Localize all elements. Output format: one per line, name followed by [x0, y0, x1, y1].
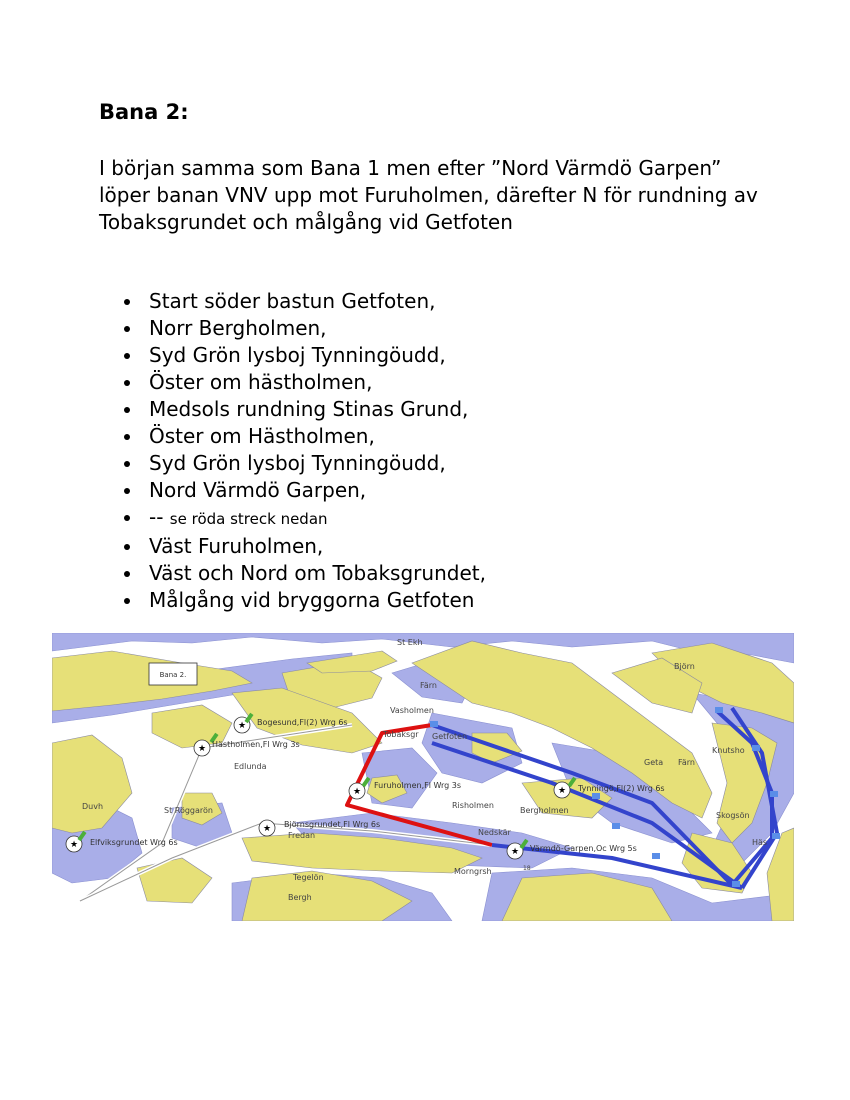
bullet-icon — [124, 326, 130, 332]
place-label: St Ekh — [397, 638, 423, 647]
route-item — [122, 423, 486, 450]
place-label: Fredan — [288, 831, 316, 840]
place-label: Bergholmen — [520, 806, 569, 815]
place-label: Nedskär — [478, 828, 511, 837]
place-label: Tobaksgr — [383, 730, 419, 739]
route-item-text: Start söder bastun Getfoten, — [149, 289, 436, 313]
place-label: Tegelön — [293, 873, 324, 882]
place-label: Geta — [644, 758, 664, 767]
route-item — [122, 369, 486, 396]
bullet-icon — [124, 488, 130, 494]
place-label: Knutsho — [712, 746, 745, 755]
place-label: Bogesund,Fl(2) Wrg 6s — [257, 718, 348, 727]
depth-label: 18 — [523, 865, 531, 872]
place-label: Vasholmen — [390, 706, 434, 715]
map-svg — [52, 633, 794, 921]
svg-text:★: ★ — [197, 744, 207, 754]
place-label: Getfoten — [432, 732, 468, 741]
route-item-text: -- — [149, 505, 170, 529]
route-item-text: Väst Furuholmen, — [149, 534, 324, 558]
route-item — [122, 587, 486, 614]
buoy-icon — [259, 820, 275, 836]
svg-text:★: ★ — [557, 786, 567, 796]
bullet-icon — [124, 544, 130, 550]
bullet-icon — [124, 461, 130, 467]
page-heading: Bana 2: — [99, 100, 189, 124]
place-label: Skogsön — [716, 811, 750, 820]
place-label: Furuholmen,Fl Wrg 3s — [374, 781, 462, 790]
place-label: Färn — [678, 758, 695, 767]
course-map — [52, 633, 794, 921]
place-label: Duvh — [82, 802, 104, 811]
route-item-text: Målgång vid bryggorna Getfoten — [149, 588, 475, 612]
place-label: Björnsgrundet,Fl Wrg 6s — [284, 820, 381, 829]
place-label: Risholmen — [452, 801, 494, 810]
svg-text:★: ★ — [510, 847, 520, 857]
place-label: Björn — [674, 662, 695, 671]
route-item-text: Syd Grön lysboj Tynningöudd, — [149, 343, 446, 367]
route-list — [122, 288, 486, 614]
route-item-text: Medsols rundning Stinas Grund, — [149, 397, 469, 421]
map-label-box-text: Bana 2. — [159, 671, 187, 679]
route-item — [122, 315, 486, 342]
buoy-icon — [194, 740, 210, 756]
route-item — [122, 396, 486, 423]
intro-paragraph: I början samma som Bana 1 men efter ”Nord Värmdö Garpen” löper banan VNV upp mot Furuholmen, därefter N för rundning av Tobaksgrundet och målgång vid Getfoten — [99, 156, 758, 234]
bullet-icon — [124, 407, 130, 413]
bullet-icon — [124, 598, 130, 604]
route-item-note: se röda streck nedan — [169, 510, 328, 528]
route-item-text: Väst och Nord om Tobaksgrundet, — [149, 561, 486, 585]
bullet-icon — [124, 380, 130, 386]
svg-text:★: ★ — [352, 787, 362, 797]
route-item-text: Öster om hästholmen, — [149, 370, 373, 394]
route-item — [122, 533, 486, 560]
svg-text:★: ★ — [69, 840, 79, 850]
route-item-text: Nord Värmdö Garpen, — [149, 478, 367, 502]
bullet-icon — [124, 434, 130, 440]
route-item — [122, 450, 486, 477]
route-item — [122, 504, 486, 533]
route-item-text: Öster om Hästholmen, — [149, 424, 375, 448]
route-item — [122, 560, 486, 587]
route-item — [122, 477, 486, 504]
bullet-icon — [124, 299, 130, 305]
bullet-icon — [124, 571, 130, 577]
place-label: Edlunda — [234, 762, 267, 771]
place-label: Bergh — [288, 893, 312, 902]
buoy-icon — [554, 782, 570, 798]
place-label: Tynningö,Fl(2) Wrg 6s — [578, 784, 665, 793]
route-item — [122, 342, 486, 369]
bullet-icon — [124, 353, 130, 359]
place-label: Hästholmen,Fl Wrg 3s — [212, 740, 300, 749]
route-item — [122, 288, 486, 315]
place-label: St Röggarön — [164, 806, 213, 815]
place-label: Häs — [752, 838, 768, 847]
place-label: Värmdö-Garpen,Oc Wrg 5s — [530, 844, 637, 853]
place-label: Morngrsh — [454, 867, 492, 876]
place-label: Färn — [420, 681, 437, 690]
bullet-icon — [124, 515, 130, 521]
svg-text:★: ★ — [262, 824, 272, 834]
route-item-text: Syd Grön lysboj Tynningöudd, — [149, 451, 446, 475]
route-item-text: Norr Bergholmen, — [149, 316, 327, 340]
svg-text:★: ★ — [237, 721, 247, 731]
place-label: Elfviksgrundet Wrg 6s — [90, 838, 178, 847]
